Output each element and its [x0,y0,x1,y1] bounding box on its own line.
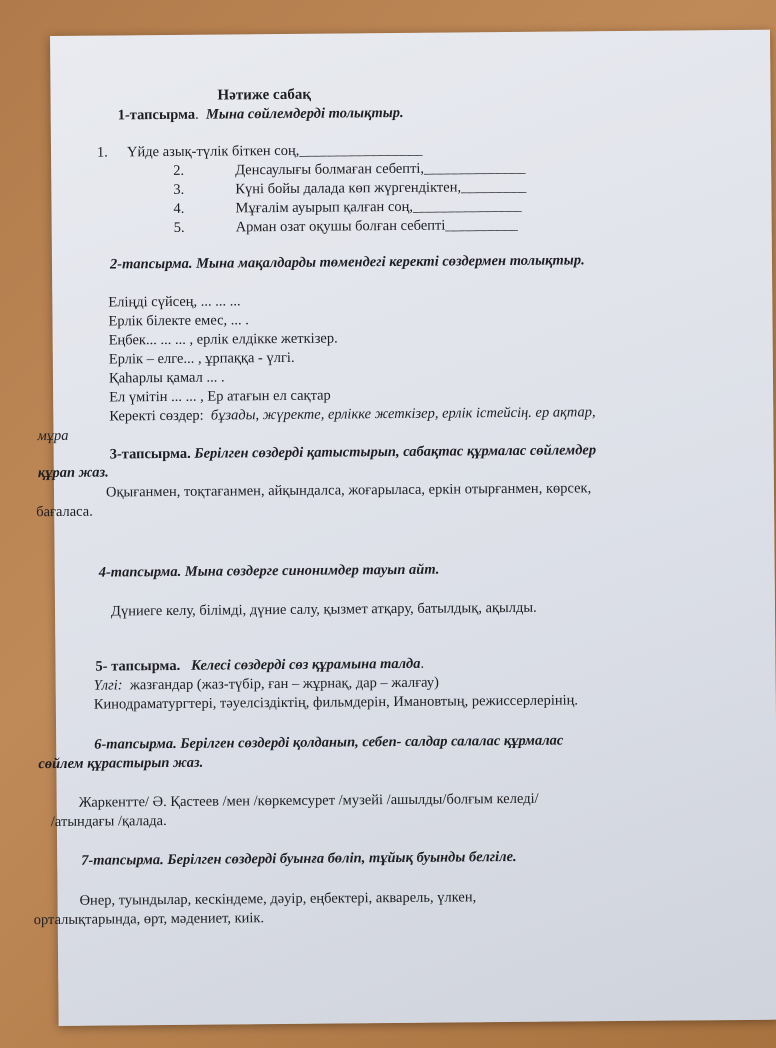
task3-words-wrap: бағаласа. [36,503,93,521]
task1-item-2 [173,159,526,180]
task2-words-label: Керекті сөздер: [109,407,204,425]
task1-item-text: Үйде азық-түлік біткен соң,_________________ [126,141,423,161]
worksheet-paper [33,30,776,1026]
task2-proverb-1: Еліңді сүйсең, ... ... ... [108,293,241,311]
task4-words: Дүниеге келу, білімді, дүние салу, қызмет атқару, батылдық, ақылды. [110,599,537,620]
task3-instruction: Берілген сөздерді қатыстырып, сабақтас құрмалас сөйлемдер [194,442,597,462]
task1-item-1 [96,141,423,161]
task7-heading: 7-тапсырма. Берілген сөздерді буынға бөліп, тұйық буынды белгіле. [81,848,517,869]
task1-item-num: 2. [173,162,185,179]
task2-proverb-4: Ерлік – елге... , ұрпаққа - үлгі. [108,349,295,368]
task2-heading: 2-тапсырма. Мына мақалдарды төмендегі керекті сөздермен толықтыр. [109,252,585,273]
task2-words-wrap: мұра [37,427,69,445]
task2-words-line [109,403,595,425]
task6-heading-wrap: сөйлем құрастырып жаз. [38,754,204,773]
task5-sep: . [420,655,425,672]
task4-heading: 4-тапсырма. Мына сөздерге синонимдер тауып айт. [98,561,440,581]
task5-example-text: жазғандар (жаз-түбір, ған – жұрнақ, дар – жалғау) [129,674,439,694]
task1-item-4 [173,197,522,218]
task6-heading: 6-тапсырма. Берілген сөздерді қолданып, себеп- салдар салалас құрмалас [94,732,564,753]
task7-words-wrap: орталықтарында, өрт, мәдениет, киік. [33,910,265,929]
task3-instruction-wrap: құрап жаз. [37,464,109,482]
task1-heading [118,104,404,124]
task1-item-num: 4. [173,200,185,217]
task2-proverb-3: Еңбек... ... ... , ерлік елдікке жеткізер. [108,330,338,349]
task1-item-text: Арман озат оқушы болған себепті__________ [235,216,518,236]
task2-proverb-2: Ерлік білекте емес, ... . [108,312,249,330]
task5-words: Кинодраматургтері, тәуелсіздіктің, фильмдерін, Имановтың, режиссерлерінің. [93,692,579,713]
task1-item-num: 3. [173,181,185,198]
task5-example [94,674,439,695]
task5-example-label: Үлгі: [93,677,123,694]
task2-proverb-6: Ел үмітін ... ... , Ер атағын ел сақтар [109,387,331,406]
task1-item-5 [173,216,518,237]
task1-item-text: Мұғалім ауырып қалған соң,_______________ [235,197,522,217]
task5-label: 5- тапсырма. [95,657,181,675]
task1-item-text: Күні бойы далада көп жүргендіктен,_________ [235,178,527,198]
task1-sep: . [195,106,199,123]
task5-instruction: Келесі сөздерді сөз құрамына талда [190,655,421,674]
task7-words: Өнер, туындылар, кескіндеме, дәуір, еңбектері, акварель, үлкен, [79,889,477,909]
task1-item-num: 1. [96,144,108,161]
task3-label: 3-тапсырма. [109,445,191,463]
task2-words: бұзады, жүректе, ерлікке жеткізер, ерлік істейсің. ер ақтар, [210,404,596,424]
task1-item-3 [173,178,527,199]
task2-proverb-5: Қаһарлы қамал ... . [108,369,225,387]
task6-words-wrap: /атындағы /қалада. [50,813,167,831]
task6-words: Жаркентте/ Ә. Қастеев /мен /көркемсурет /музейі /ашылды/болғым келеді/ [78,790,539,811]
task1-label: 1-тапсырма [117,106,196,124]
task3-heading [110,441,597,463]
task1-instruction: Мына сөйлемдерді толықтыр. [205,104,404,123]
task5-heading [95,655,424,676]
task1-item-num: 5. [173,219,185,236]
task3-words: Оқығанмен, тоқтағанмен, айқындалса, жоғарыласа, еркін отырғанмен, көрсек, [105,480,592,501]
task1-item-text: Денсаулығы болмаған себепті,______________ [235,159,526,179]
page-title: Нәтиже сабақ [217,86,311,104]
